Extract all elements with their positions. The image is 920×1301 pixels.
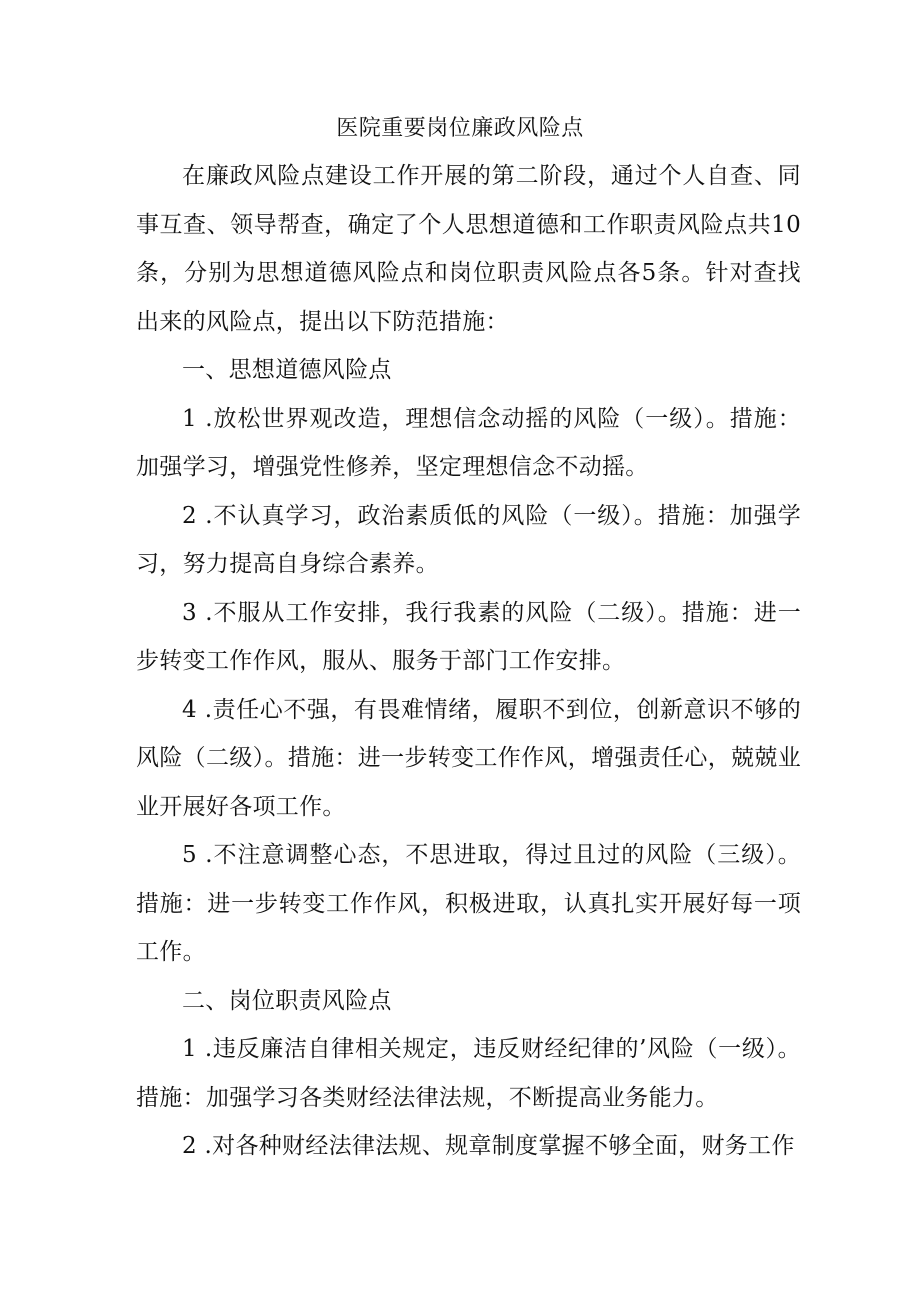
intro-paragraph: 在廉政风险点建设工作开展的第二阶段，通过个人自查、同事互查、领导帮查，确定了个人思想道德和工作职责风险点共10条，分别为思想道德风险点和岗位职责风险点各5条。针对查找出来的风险点，提出以下防范措施：: [136, 163, 801, 335]
moral-risk-item-5: 5 .不注意调整心态，不思进取，得过且过的风险（三级）。措施：进一步转变工作作风，积极进取，认真扎实开展好每一项工作。: [136, 842, 801, 965]
section-heading-duty-risks: 二、岗位职责风险点: [182, 987, 392, 1014]
document-title: 医院重要岗位廉政风险点: [336, 116, 584, 141]
moral-risk-item-2: 2 .不认真学习，政治素质低的风险（一级）。措施：加强学习，努力提高自身综合素养。: [136, 502, 801, 577]
moral-risk-item-1: 1 .放松世界观改造，理想信念动摇的风险（一级）。措施：加强学习，增强党性修养，坚定理想信念不动摇。: [136, 405, 801, 480]
section-heading-moral-risks: 一、思想道德风险点: [182, 357, 392, 383]
duty-risk-item-2: 2 .对各种财经法律法规、规章制度掌握不够全面，财务工作: [182, 1133, 795, 1159]
moral-risk-item-4: 4 .责任心不强，有畏难情绪，履职不到位，创新意识不够的风险（二级）。措施：进一步转变工作作风，增强责任心，兢兢业业开展好各项工作。: [136, 696, 801, 820]
duty-risk-item-1: 1 .违反廉洁自律相关规定，违反财经纪律的’风险（一级）。措施：加强学习各类财经法律法规，不断提高业务能力。: [136, 1036, 801, 1111]
document-body: [136, 152, 801, 1171]
moral-risk-item-3: 3 .不服从工作安排，我行我素的风险（二级）。措施：进一步转变工作作风，服从、服务于部门工作安排。: [136, 599, 801, 674]
